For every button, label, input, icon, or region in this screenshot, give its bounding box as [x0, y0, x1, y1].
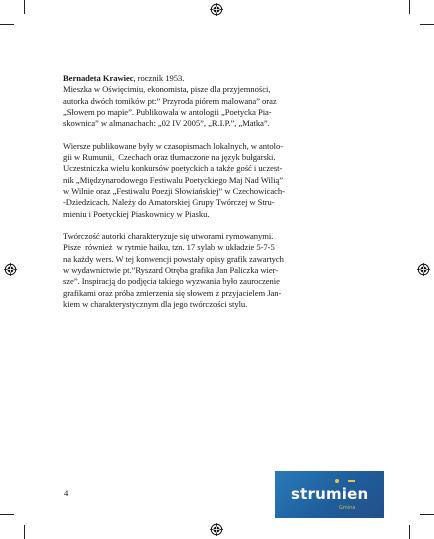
text-line: Uczestniczka wielu konkursów poetyckich a także gość i uczest-	[63, 163, 283, 174]
logo-subtext: Gmina	[339, 505, 356, 511]
registration-mark-top-icon	[210, 3, 223, 16]
paragraph-work-style	[63, 231, 375, 310]
text-line: nik „Międzynarodowego Festiwalu Poetyckiego Maj Nad Wilią”	[63, 174, 283, 185]
crop-mark-bottom-right-h	[420, 514, 434, 515]
page-number: 4	[64, 488, 69, 498]
crop-mark-top-left-h	[0, 24, 14, 25]
text-line: Mieszka w Oświęcimiu, ekonomista, pisze dla przyjemności,	[63, 84, 271, 95]
crop-mark-bottom-right	[409, 525, 410, 539]
registration-mark-bottom-icon	[210, 523, 223, 536]
paragraph-intro	[63, 73, 375, 129]
strumien-logo	[275, 471, 384, 518]
crop-mark-bottom-left-h	[0, 514, 14, 515]
text-line: skownica” w almanachach: „02 IV 2005”, „R.I.P.”, „Matka”.	[63, 118, 270, 129]
text-line: -Dziedzicach. Należy do Amatorskiej Grupy Twórczej w Stru-	[63, 197, 275, 208]
crop-mark-bottom-left	[24, 525, 25, 539]
author-biography	[63, 73, 375, 322]
text-line: na każdy wers. W tej konwencji powstały opisy grafik zawartych	[63, 253, 284, 264]
text-line: autorka dwóch tomików pt:” Przyroda piórem malowana” oraz	[63, 95, 277, 106]
text-line: „Słowem po mapie”. Publikowała w antologii „Poetycka Pia-	[63, 106, 272, 117]
text-line: kiem w charakterystycznym dla jego twórczości stylu.	[63, 298, 248, 309]
crop-mark-top-right	[409, 0, 410, 14]
text-line: Wiersze publikowane były w czasopismach lokalnych, w antolo-	[63, 140, 284, 151]
paragraph-publications	[63, 141, 375, 220]
text-line: Pisze również w rytmie haiku, tzn. 17 sylab w układzie 5-7-5	[63, 242, 275, 253]
registration-mark-right-icon	[417, 263, 430, 276]
text-line: sze”. Inspiracją do podjęcia takiego wyzwania było zauroczenie	[63, 276, 280, 287]
text-line: w Wilnie oraz „Festiwalu Poezji Słowiańskiej” w Czechowicach-	[63, 185, 285, 196]
author-birth-year: , rocznik 1953.	[133, 73, 185, 83]
text-line: Twórczość autorki charakteryzuje się utworami rymowanymi.	[63, 231, 274, 242]
crop-mark-top-left	[24, 0, 25, 14]
text-line: gii w Rumunii, Czechach oraz tłumaczone na język bułgarski.	[63, 152, 276, 163]
crop-mark-top-right-h	[420, 24, 434, 25]
text-line: w wydawnictwie pt.”Ryszard Otręba grafika Jan Paliczka wier-	[63, 265, 279, 276]
author-name: Bernadeta Krawiec	[63, 73, 134, 83]
logo-text: strumien	[291, 485, 369, 503]
text-line: mieniu i Poetyckiej Piaskownicy w Piasku.	[63, 208, 210, 219]
logo-dot-icon	[335, 479, 339, 483]
logo-dash-icon	[348, 480, 355, 482]
registration-mark-left-icon	[4, 263, 17, 276]
text-line: grafikami oraz próba zmierzenia się słowem z przyjacielem Jan-	[63, 287, 282, 298]
